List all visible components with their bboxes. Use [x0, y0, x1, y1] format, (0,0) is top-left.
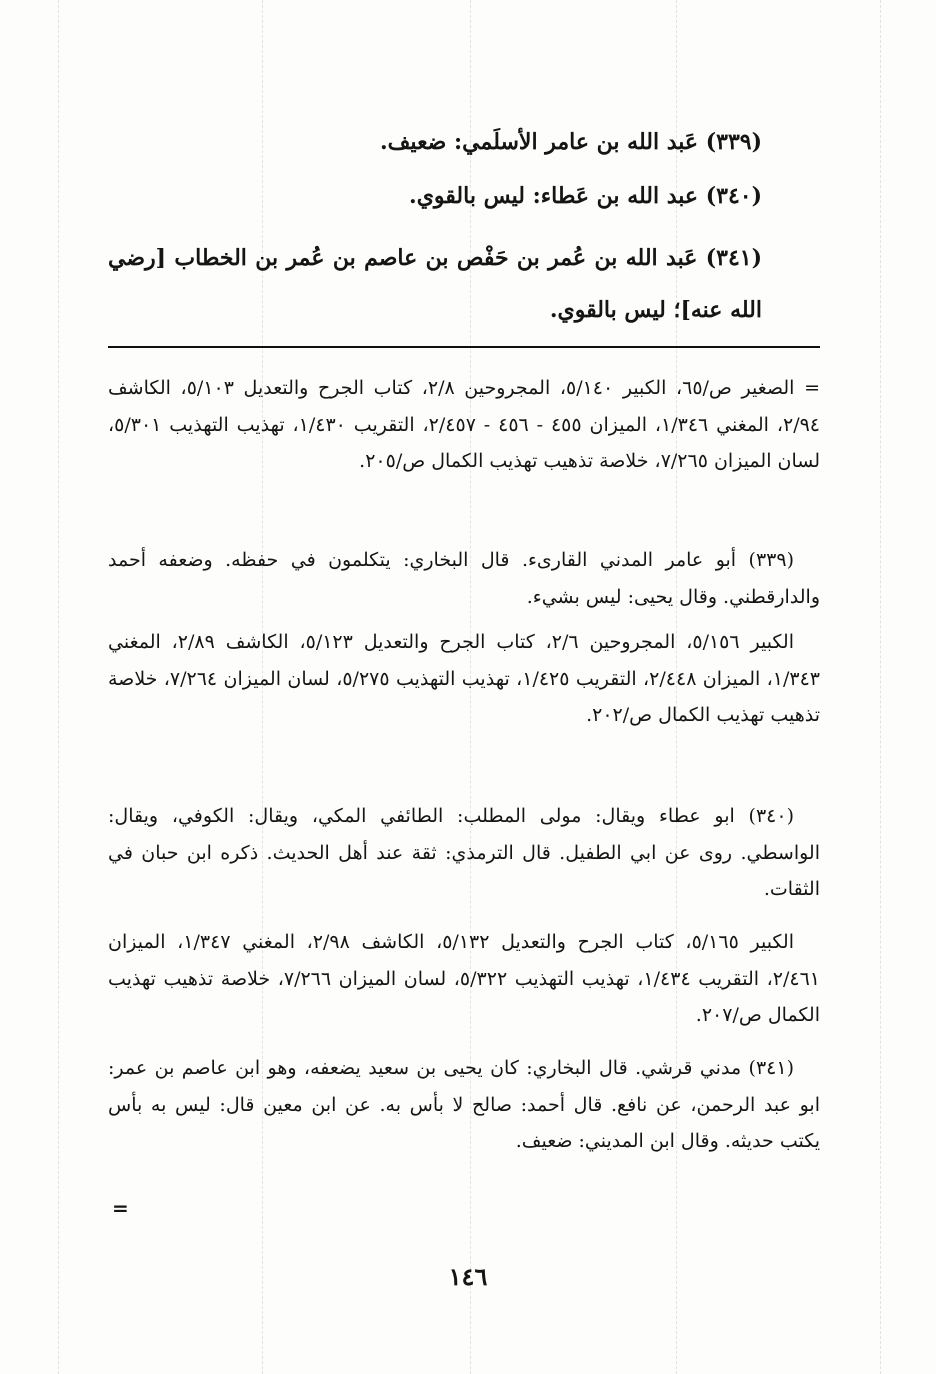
footnote-339: (٣٣٩) أبو عامر المدني القارىء. قال البخاري: يتكلمون في حفظه. وضعفه أحمد والدارقطني. وقال يحيى: ليس بشيء.	[108, 549, 820, 608]
entry-340: (٣٤٠) عبد الله بن عَطاء: ليس بالقوي.	[409, 183, 762, 209]
page-number: ١٤٦	[448, 1262, 488, 1291]
scan-artifact-line	[58, 0, 59, 1374]
footnote-divider	[108, 346, 820, 348]
entry-341: (٣٤١) عَبد الله بن عُمر بن حَفْص بن عاصم بن عُمر بن الخطاب [رضي الله عنه]؛ ليس بالقوي.	[108, 245, 762, 323]
footnote-340-references: الكبير ٥/١٦٥، كتاب الجرح والتعديل ٥/١٣٢، الكاشف ٢/٩٨، المغني ١/٣٤٧، الميزان ٢/٤٦١، التقريب ١/٤٣٤، تهذيب التهذيب ٥/٣٢٢، لسان الميزان ٧/٢٦٦، خلاصة تذهيب تهذيب الكمال ص/٢٠٧.	[108, 931, 820, 1026]
footnote-340: (٣٤٠) ابو عطاء ويقال: مولى المطلب: الطائفي المكي، ويقال: الكوفي، ويقال: الواسطي. روى عن ابي الطفيل. قال الترمذي: ثقة عند أهل الحديث. ذكره ابن حبان في الثقات.	[108, 805, 820, 900]
footnote-341: (٣٤١) مدني قرشي. قال البخاري: كان يحيى بن سعيد يضعفه، وهو ابن عاصم بن عمر: ابو عبد الرحمن، عن نافع. قال أحمد: صالح لا بأس به. عن ابن معين قال: ليس به بأس يكتب حديثه. وقال ابن المديني: ضعيف.	[108, 1057, 820, 1152]
scan-artifact-line	[880, 0, 881, 1374]
entry-339: (٣٣٩) عَبد الله بن عامر الأسلَمي: ضعيف.	[380, 129, 762, 155]
footnote-continuation: = الصغير ص/٦٥، الكبير ٥/١٤٠، المجروحين ٢/٨، كتاب الجرح والتعديل ٥/١٠٣، الكاشف ٢/٩٤، المغني ١/٣٤٦، الميزان ٤٥٥ - ٤٥٦ - ٢/٤٥٧، التقريب ١/٤٣٠، تهذيب التهذيب ٥/٣٠١، لسان الميزان ٧/٢٦٥، خلاصة تذهيب تهذيب الكمال ص/٢٠٥.	[108, 377, 821, 472]
continuation-mark: =	[112, 1196, 129, 1220]
footnote-339-references: الكبير ٥/١٥٦، المجروحين ٢/٦، كتاب الجرح والتعديل ٥/١٢٣، الكاشف ٢/٨٩، المغني ١/٣٤٣، الميزان ٢/٤٤٨، التقريب ١/٤٢٥، تهذيب التهذيب ٥/٢٧٥، لسان الميزان ٧/٢٦٤، خلاصة تذهيب تهذيب الكمال ص/٢٠٢.	[108, 631, 820, 726]
